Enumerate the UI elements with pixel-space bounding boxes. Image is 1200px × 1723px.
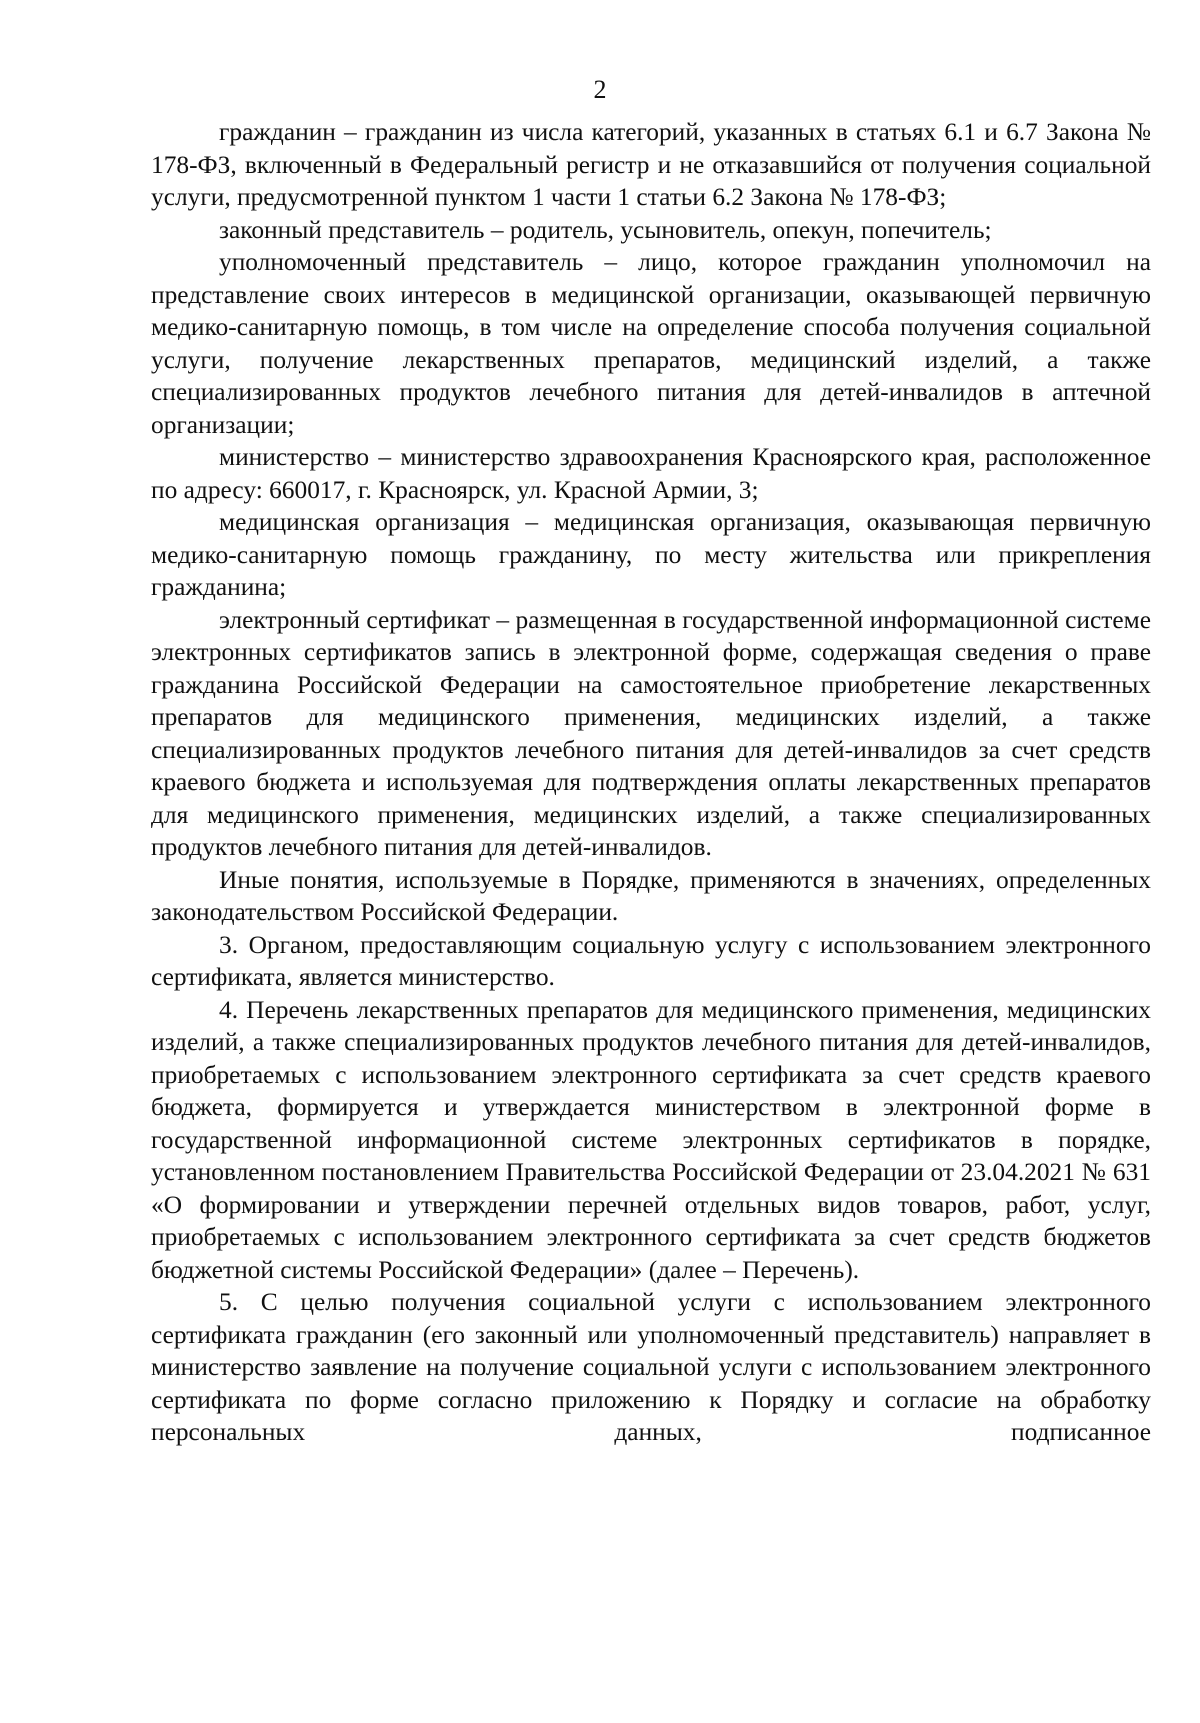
definition-authorized-representative: уполномоченный представитель – лицо, которое гражданин уполномочил на представление своих интересов в медицинской организации, оказывающей первичную медико-санитарную помощь, в том числе на определение способа получения социальной услуги, получение лекарственных препаратов, медицинский изделий, а также специализированных продуктов лечебного питания для детей-инвалидов в аптечной организации; [151, 248, 1151, 439]
definition-electronic-certificate: электронный сертификат – размещенная в государственной информационной системе электронных сертификатов запись в электронной форме, содержащая сведения о праве гражданина Российской Федерации на самостоятельное приобретение лекарственных препаратов для медицинского применения, медицинских изделий, а также специализированных продуктов лечебного питания для детей-инвалидов за счет средств краевого бюджета и используемая для подтверждения оплаты лекарственных препаратов для медицинского применения, медицинских изделий, а также специализированных продуктов лечебного питания для детей-инвалидов. [151, 605, 1151, 861]
clause-3: 3. Органом, предоставляющим социальную услугу с использованием электронного сертификата, является министерство. [151, 930, 1151, 991]
page-number: 2 [593, 75, 607, 104]
other-terms-paragraph: Иные понятия, используемые в Порядке, применяются в значениях, определенных законодательством Российской Федерации. [151, 865, 1151, 926]
definition-legal-representative: законный представитель – родитель, усыновитель, опекун, попечитель; [219, 215, 992, 244]
clause-5: 5. С целью получения социальной услуги с использованием электронного сертификата гражданин (его законный или уполномоченный представитель) направляет в министерство заявление на получение социальной услуги с использованием электронного сертификата по форме согласно приложению к Порядку и согласие на обработку персональных данных, подписанное [151, 1288, 1151, 1446]
document-body [151, 116, 1151, 1449]
definition-medical-organization: медицинская организация – медицинская организация, оказывающая первичную медико-санитарную помощь гражданину, по месту жительства или прикрепления гражданина; [151, 508, 1151, 601]
definition-ministry: министерство – министерство здравоохранения Красноярского края, расположенное по адресу: 660017, г. Красноярск, ул. Красной Армии, 3; [151, 443, 1151, 504]
clause-4: 4. Перечень лекарственных препаратов для медицинского применения, медицинских изделий, а также специализированных продуктов лечебного питания для детей-инвалидов, приобретаемых с использованием электронного сертификата за счет средств краевого бюджета, формируется и утверждается министерством в электронной форме в государственной информационной системе электронных сертификатов в порядке, установленном постановлением Правительства Российской Федерации от 23.04.2021 № 631 «О формировании и утверждении перечней отдельных видов товаров, работ, услуг, приобретаемых с использованием электронного сертификата за счет средств бюджетов бюджетной системы Российской Федерации» (далее – Перечень). [151, 995, 1151, 1284]
definition-citizen: гражданин – гражданин из числа категорий, указанных в статьях 6.1 и 6.7 Закона № 178-ФЗ, включенный в Федеральный регистр и не отказавшийся от получения социальной услуги, предусмотренной пунктом 1 части 1 статьи 6.2 Закона № 178-ФЗ; [151, 118, 1151, 211]
